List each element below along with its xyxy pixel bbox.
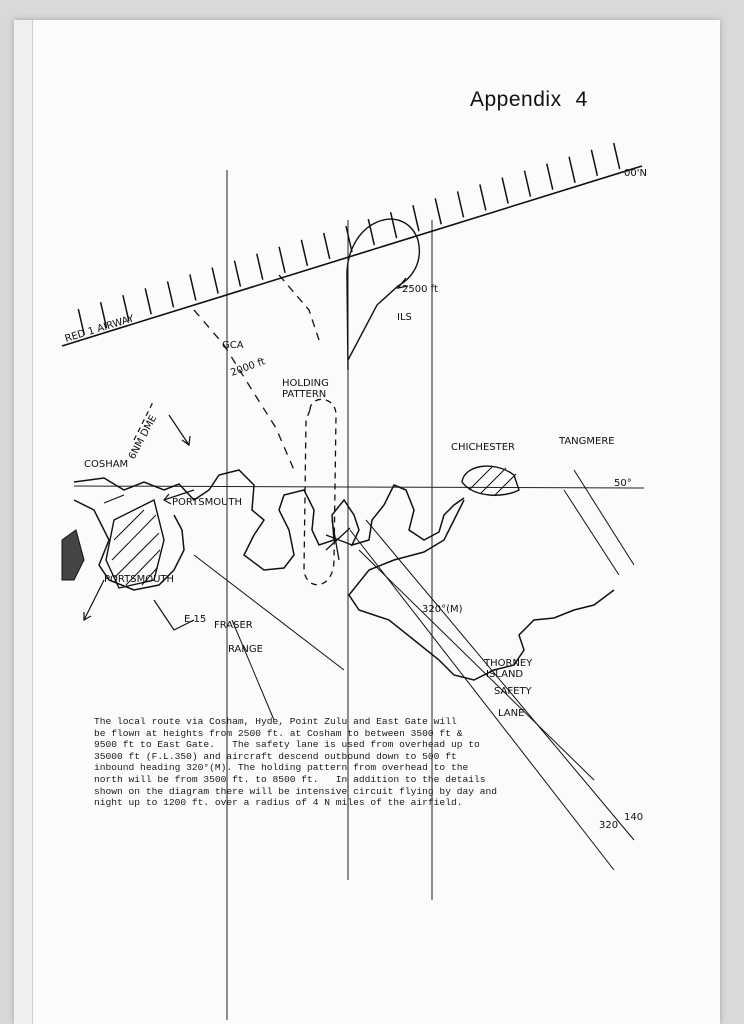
airway-hatch <box>569 157 575 183</box>
red1-airway <box>62 143 642 346</box>
route-description: The local route via Cosham, Hyde, Point Zulu and East Gate will be flown at heights from 2500 ft. at Cosham to between 3500 ft & 9500 ft to East Gate. The safety lane is used from overhead up to 35000 ft (F.L.350) and aircraft descend outbound down to 500 ft inbound heading 320°(M). The holding pattern from overhead to the north will be from 3500 ft. to 8500 ft. In addition to the details shown on the diagram there will be intensive circuit flying by day and night up to 1200 ft. over a radius of 4 N miles of the airfield. <box>94 716 498 809</box>
portsmouth-west-label: PORTSMOUTH <box>104 574 175 585</box>
airway-hatch <box>435 198 441 224</box>
holding-pattern-track <box>304 399 336 584</box>
airway-hatch <box>458 191 464 217</box>
airway-hatch <box>257 254 263 280</box>
airway-hatch <box>279 247 285 273</box>
appendix-label: Appendix <box>470 88 562 111</box>
airway-hatch <box>301 240 307 266</box>
coastline-east <box>349 500 614 680</box>
cosham-label: COSHAM <box>84 459 129 470</box>
airway-hatch <box>614 143 620 169</box>
coastline <box>74 470 464 570</box>
airway-hatch <box>145 288 151 314</box>
chichester-area <box>462 466 519 496</box>
airway-hatch <box>368 219 374 245</box>
airway-hatch <box>413 205 419 231</box>
grid-lines <box>74 170 644 1020</box>
tick-140-label: 140 <box>624 812 644 823</box>
appendix-number: 4 <box>575 88 588 111</box>
airway-label: RED 1 AIRWAY <box>63 313 136 345</box>
thorney-island-label: THORNEY ISLAND <box>484 658 533 680</box>
west-shaded-area <box>62 530 84 580</box>
airway-hatch <box>591 150 597 176</box>
tick-320-label: 320 <box>599 820 619 831</box>
airspace-diagram <box>14 20 720 1024</box>
chichester-label: CHICHESTER <box>451 442 515 453</box>
ils-label: ILS <box>397 312 412 323</box>
airway-hatch <box>234 261 240 287</box>
airway-hatch <box>212 268 218 294</box>
safety-lane-label: SAFETY LANE <box>494 686 532 719</box>
fraser-range-label: FRASER RANGE <box>214 620 263 655</box>
portsmouth-east-label: PORTSMOUTH <box>172 497 243 508</box>
airway-hatch <box>190 274 196 300</box>
holding-pattern-label: HOLDING PATTERN <box>282 378 329 400</box>
gnm-label: 6NM DME <box>126 413 160 462</box>
airway-hatch <box>168 281 174 307</box>
airway-hatch <box>391 212 397 238</box>
gca-label: GCA <box>222 340 244 351</box>
lat-50-label: 50° <box>614 478 632 489</box>
approach-dashed <box>279 275 319 340</box>
airway-hatch <box>480 184 486 210</box>
airway-hatch <box>547 164 553 190</box>
gca-track <box>194 310 294 470</box>
safety-lane-lines <box>194 470 634 870</box>
ils-altitude-label: 2500 ft <box>402 284 438 295</box>
airway-hatch <box>346 226 352 252</box>
airway-hatch <box>524 171 530 197</box>
tangmere-label: TANGMERE <box>559 436 615 447</box>
tick-00-label: 00'N <box>624 168 647 179</box>
document-page <box>14 20 720 1024</box>
e15-label: E.15 <box>184 614 207 625</box>
airway-hatch <box>324 233 330 259</box>
gca-altitude-label: 2000 ft <box>229 356 267 379</box>
heading-label: 320°(M) <box>422 604 463 615</box>
airway-hatch <box>502 178 508 204</box>
